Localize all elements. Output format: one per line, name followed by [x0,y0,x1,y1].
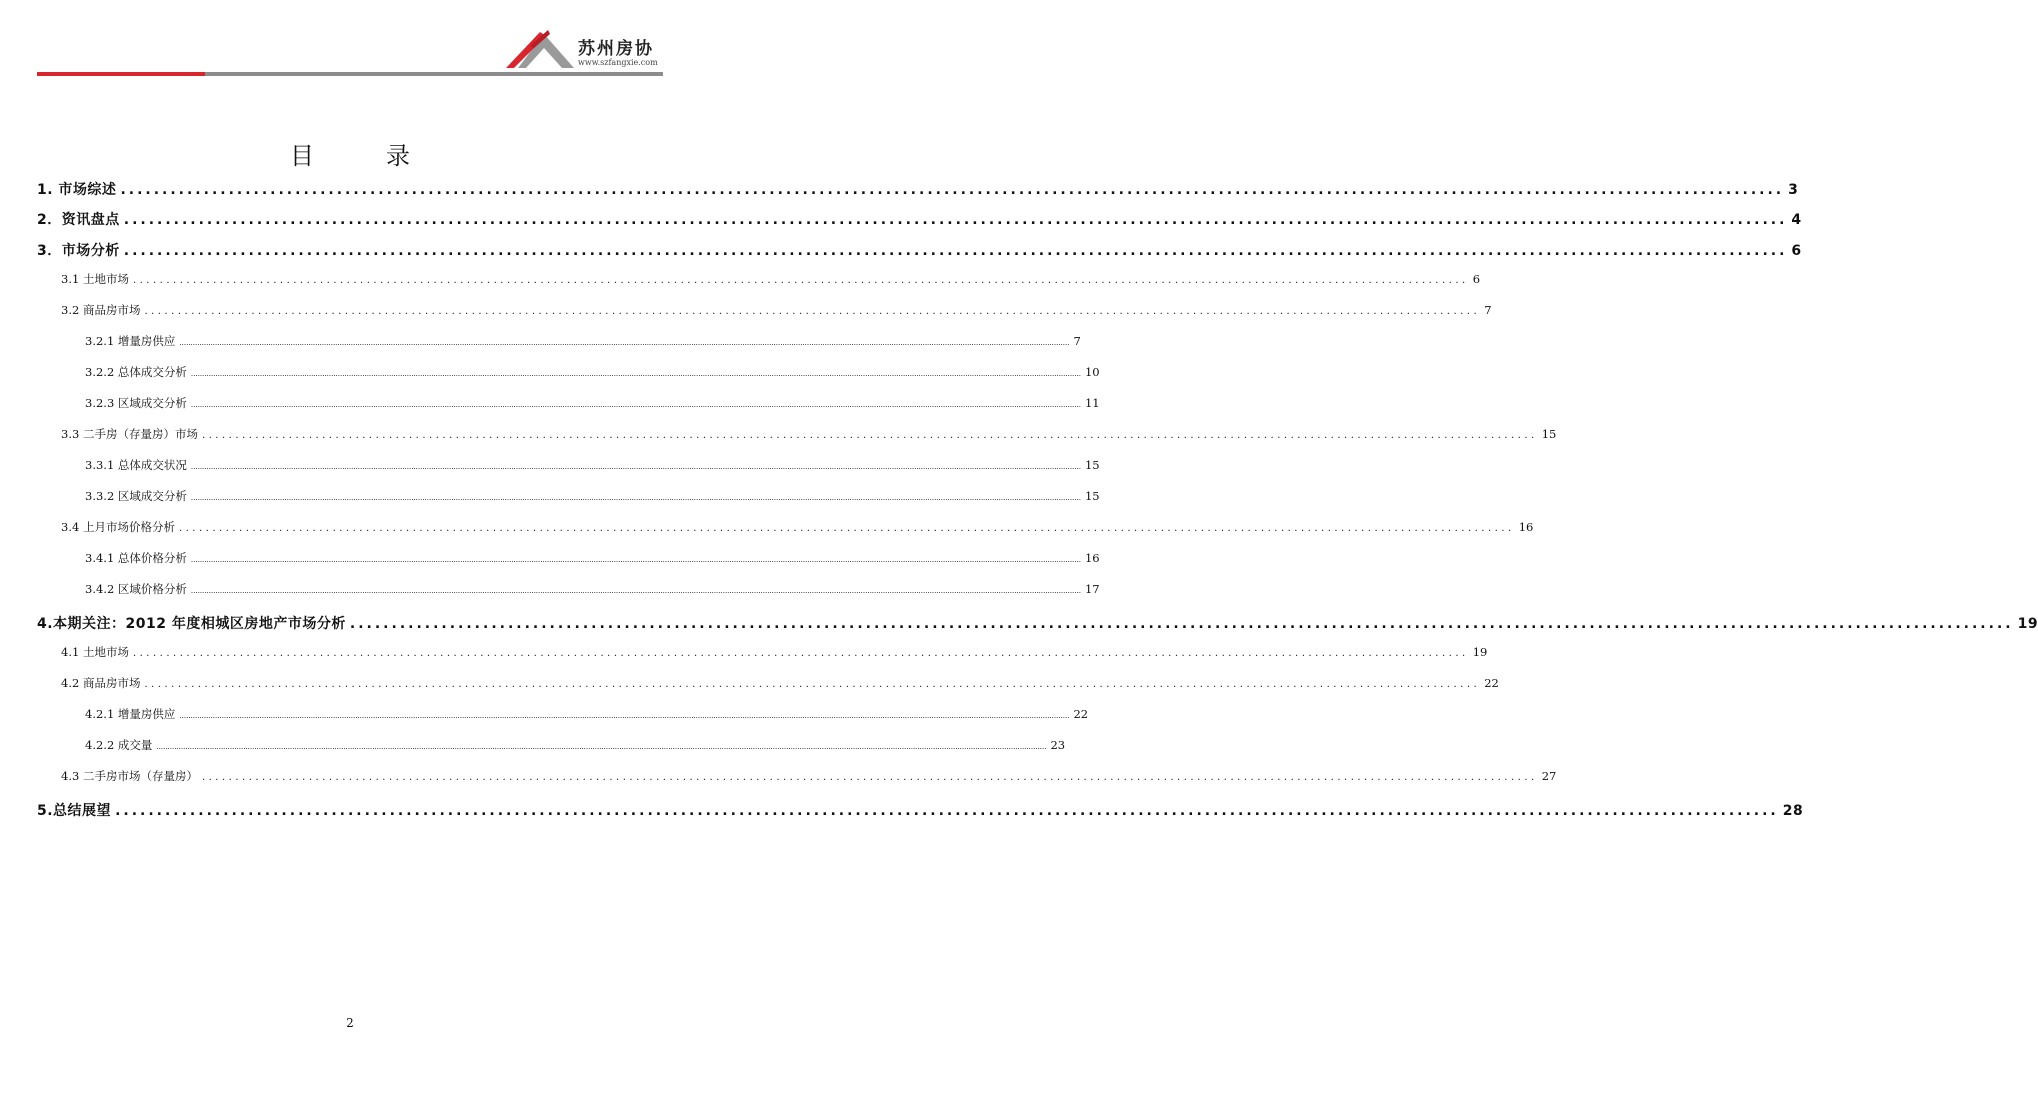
toc-entry[interactable] [61,519,1534,535]
page-number: 2 [346,1016,354,1030]
toc-entry-page: 22 [1073,707,1089,721]
toc-dot-leader: ................................................................................................................................................................................................................................................................................................................................................................................................................ [190,556,1081,564]
toc-entry-label: 3.2 商品房市场 [61,303,141,317]
toc-entry-label: 5.总结展望 [37,803,112,819]
toc-entry[interactable] [85,550,1100,566]
toc-entry-label: 3.4.1 总体价格分析 [85,551,187,565]
toc-dot-leader: ................................................................................................................................................................................................................................................................................................................................................................................................................ [190,587,1081,595]
toc-entry-page: 6 [1472,272,1481,286]
toc-entry-label: 3．市场分析 [37,243,120,259]
header-divider-red [37,72,205,76]
toc-entry[interactable] [85,737,1066,753]
toc-entry-label: 4.2 商品房市场 [61,676,141,690]
toc-title-left: 目 [290,142,314,170]
toc-entry[interactable] [85,364,1100,380]
toc-dot-leader: ................................................................................................................................................................................................................................................................................................................................................................................................................ [190,463,1081,471]
toc-entry[interactable] [37,240,1802,260]
toc-entry-label: 3.1 土地市场 [61,272,129,286]
toc-entry-label: 3.4.2 区域价格分析 [85,582,187,596]
toc-dot-leader: ........................................................................................................................................................................................................ [120,182,1785,198]
toc-entry[interactable] [85,581,1100,597]
toc-dot-leader: ........................................................................................................................................................................................................ [132,275,1469,286]
toc-title-right: 录 [386,142,410,170]
toc-entry[interactable] [61,768,1557,784]
logo-emblem-icon [504,28,576,72]
toc-entry-label: 1. 市场综述 [37,182,117,198]
toc-dot-leader: ........................................................................................................................................................................................................ [178,523,1515,534]
toc-entry-page: 16 [1084,551,1100,565]
toc-entry[interactable] [37,209,1802,229]
toc-entry-page: 27 [1541,769,1557,783]
toc-dot-leader: ................................................................................................................................................................................................................................................................................................................................................................................................................ [190,401,1081,409]
toc-dot-leader: ........................................................................................................................................................................................................ [349,616,2014,632]
toc-entry-page: 7 [1073,334,1081,348]
toc-entry-page: 4 [1791,212,1802,228]
toc-dot-leader: ........................................................................................................................................................................................................ [123,243,1788,259]
toc-entry[interactable] [61,426,1557,442]
toc-entry-page: 10 [1084,365,1100,379]
toc-entry-label: 4.1 土地市场 [61,645,129,659]
toc-title [0,136,700,171]
toc-entry-page: 17 [1084,582,1100,596]
toc-dot-leader: ................................................................................................................................................................................................................................................................................................................................................................................................................ [190,370,1081,378]
toc-entry-label: 3.2.3 区域成交分析 [85,396,187,410]
toc-dot-leader: ........................................................................................................................................................................................................ [115,803,1779,819]
toc-entry-label: 3.2.2 总体成交分析 [85,365,187,379]
toc-entry-label: 3.3.2 区域成交分析 [85,489,187,503]
toc-entry-label: 4.3 二手房市场（存量房） [61,769,198,783]
toc-entry-page: 15 [1541,427,1557,441]
toc-dot-leader: ........................................................................................................................................................................................................ [123,212,1788,228]
toc-entry-page: 22 [1484,676,1499,690]
toc-entry-page: 19 [1472,645,1488,659]
toc-entry[interactable] [85,457,1100,473]
toc-dot-leader: ........................................................................................................................................................................................................ [201,430,1538,441]
toc-entry-page: 7 [1484,303,1492,317]
toc-entry-page: 19 [2017,616,2038,632]
header-divider [37,72,663,76]
toc-entry-label: 3.3 二手房（存量房）市场 [61,427,198,441]
toc-entry-label: 3.3.1 总体成交状况 [85,458,187,472]
logo [504,28,664,72]
toc-entry-label: 3.4 上月市场价格分析 [61,520,175,534]
toc-entry-page: 6 [1791,243,1802,259]
toc-entry[interactable] [85,706,1089,722]
toc-entry-label: 3.2.1 增量房供应 [85,334,176,348]
toc-entry-label: 4.2.1 增量房供应 [85,707,176,721]
header-divider-gray [205,72,663,76]
toc-entry[interactable] [61,302,1492,318]
toc-entry[interactable] [85,488,1100,504]
toc-entry-page: 11 [1084,396,1100,410]
toc-dot-leader: ........................................................................................................................................................................................................ [132,648,1469,659]
toc-dot-leader: ................................................................................................................................................................................................................................................................................................................................................................................................................ [179,712,1070,720]
toc-dot-leader: ................................................................................................................................................................................................................................................................................................................................................................................................................ [190,494,1081,502]
toc-entry-label: 4.本期关注：2012 年度相城区房地产市场分析 [37,616,346,632]
toc-entry[interactable] [61,271,1481,287]
toc-entry-label: 4.2.2 成交量 [85,738,153,752]
toc-dot-leader: ........................................................................................................................................................................................................ [201,772,1538,783]
toc-dot-leader: ................................................................................................................................................................................................................................................................................................................................................................................................................ [179,339,1070,347]
toc-entry[interactable] [37,613,2038,633]
toc-entry-page: 15 [1084,458,1100,472]
toc-entry[interactable] [37,179,1799,199]
logo-url: www.szfangxie.com [578,58,658,67]
toc-entry-page: 23 [1050,738,1066,752]
toc-entry-label: 2．资讯盘点 [37,212,120,228]
toc-entry-page: 15 [1084,489,1100,503]
toc-entry[interactable] [85,333,1081,349]
toc-entry[interactable] [37,800,1804,820]
toc-entry-page: 3 [1788,182,1799,198]
logo-name: 苏州房协 [578,39,654,59]
toc-dot-leader: ................................................................................................................................................................................................................................................................................................................................................................................................................ [156,743,1047,751]
toc-entry[interactable] [61,644,1488,660]
toc-entry[interactable] [85,395,1100,411]
toc-entry-page: 16 [1518,520,1534,534]
toc-dot-leader: ........................................................................................................................................................................................................ [144,306,1481,317]
toc-entry[interactable] [61,675,1499,691]
toc-dot-leader: ........................................................................................................................................................................................................ [144,679,1481,690]
toc-entry-page: 28 [1782,803,1804,819]
